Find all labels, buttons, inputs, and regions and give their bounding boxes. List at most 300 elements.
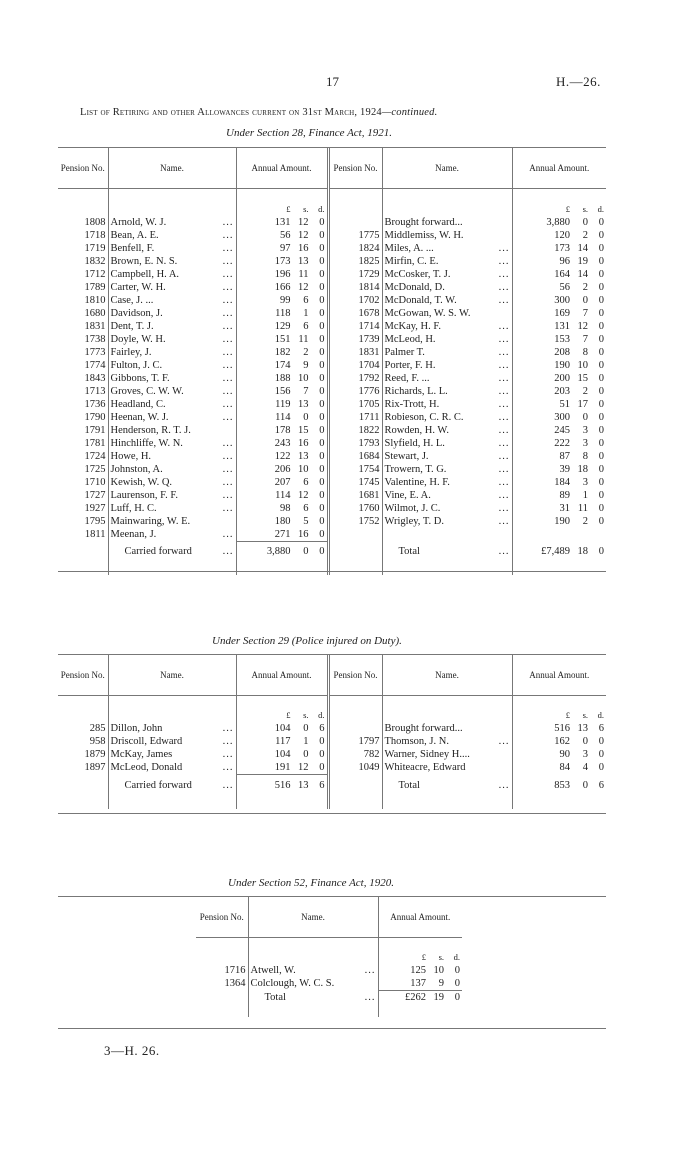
pence: 6	[319, 779, 325, 791]
pensioner-name: Brought forward...	[384, 216, 463, 228]
spacer-row	[58, 189, 606, 203]
table-row	[58, 385, 606, 398]
leader-dots: ...	[222, 411, 234, 423]
pound-symbol: £	[286, 203, 291, 214]
pension-no-cell: 1724	[84, 450, 106, 462]
pension-no-cell: 1727	[84, 489, 106, 501]
pension-no-cell: 1832	[84, 255, 106, 267]
pounds: 516	[554, 723, 570, 734]
pension-no-cell: 1843	[84, 372, 106, 384]
name-cell	[382, 515, 512, 528]
shillings: 8	[582, 346, 588, 358]
name-cell	[108, 268, 236, 281]
amount-units	[512, 203, 606, 216]
pence: 0	[319, 528, 325, 540]
pence: 0	[598, 515, 604, 527]
section3-bottom-rule	[58, 1028, 606, 1029]
pence: 0	[319, 229, 325, 241]
name-cell	[108, 748, 236, 761]
pensioner-name: Hinchliffe, W. N.	[110, 437, 183, 449]
shillings: 0	[303, 546, 309, 558]
pensioner-name: Fulton, J. C.	[110, 359, 163, 371]
pence: 0	[319, 489, 325, 501]
leader-dots: ...	[222, 736, 234, 747]
pension-no-cell: 1927	[84, 502, 106, 514]
pensioner-name: Campbell, H. A.	[110, 268, 180, 280]
pence: 0	[598, 411, 604, 423]
pounds: 190	[554, 515, 570, 527]
amount-cell	[378, 991, 462, 1005]
name-cell	[108, 229, 236, 242]
pounds: 173	[554, 242, 570, 254]
amount-header: Annual Amount.	[236, 148, 328, 189]
pension-no-cell: 1719	[84, 242, 106, 254]
section1-bottom-rule	[58, 571, 606, 572]
pence: 0	[598, 229, 604, 241]
table-row	[58, 748, 606, 761]
pounds: 169	[554, 307, 570, 319]
pension-no-cell: 1795	[84, 515, 106, 527]
pounds: 84	[559, 762, 570, 774]
pension-no-cell: 1678	[328, 307, 382, 320]
amount-cell	[512, 476, 606, 489]
spacer-row	[196, 938, 462, 952]
name-cell	[382, 502, 512, 515]
pence: 0	[598, 736, 604, 747]
amount-cell	[512, 775, 606, 796]
shillings: 13	[298, 779, 309, 791]
section1-body	[58, 189, 606, 576]
pensioner-name: Driscoll, Edward	[110, 736, 183, 747]
amount-cell	[236, 502, 328, 515]
table-row	[58, 268, 606, 281]
pounds: 87	[559, 450, 570, 462]
amount-header: Annual Amount.	[236, 655, 328, 696]
total-label-cell	[248, 991, 378, 1005]
shillings: 0	[303, 723, 309, 734]
shillings: 18	[577, 546, 588, 557]
total-label: Total	[264, 991, 286, 1003]
leader-dots: ...	[498, 450, 510, 462]
pence: 0	[598, 385, 604, 397]
pence-symbol: d.	[453, 952, 460, 962]
pension-no-cell: 1879	[84, 749, 106, 760]
pensioner-name: Atwell, W.	[250, 965, 296, 976]
shillings: 16	[298, 437, 309, 449]
pensioner-name: McLeod, Donald	[110, 762, 183, 774]
amount-cell	[236, 411, 328, 424]
name-cell	[108, 281, 236, 294]
pensioner-name: Richards, L. L.	[384, 385, 448, 397]
name-cell	[382, 242, 512, 255]
shillings: 7	[582, 333, 588, 345]
shillings-symbol: s.	[303, 710, 309, 720]
shillings: 6	[303, 294, 309, 306]
pension-no-cell: 1713	[84, 385, 106, 397]
pension-no-cell: 1714	[328, 320, 382, 333]
shillings: 19	[433, 992, 444, 1003]
pensioner-name: Palmer T.	[384, 346, 425, 358]
name-cell	[108, 450, 236, 463]
pension-no-cell: 1049	[328, 761, 382, 775]
spacer-row	[58, 562, 606, 575]
shillings: 0	[582, 736, 588, 747]
pension-no-cell: 1822	[328, 424, 382, 437]
pounds: 188	[274, 372, 291, 384]
pounds: 114	[275, 411, 291, 423]
page-title	[80, 107, 437, 118]
shillings: 2	[303, 346, 309, 358]
pounds: 300	[554, 411, 570, 423]
pence: 0	[598, 268, 604, 280]
table-row	[58, 359, 606, 372]
name-cell	[382, 463, 512, 476]
pounds: 300	[554, 294, 570, 306]
table-row	[58, 722, 606, 735]
total-label: Total	[398, 546, 420, 557]
amount-cell	[236, 242, 328, 255]
pence: 0	[319, 359, 325, 371]
pension-no-cell: 1704	[328, 359, 382, 372]
table-row	[58, 346, 606, 359]
pounds: 222	[554, 437, 570, 449]
pounds: 118	[275, 307, 291, 319]
pensioner-name: Bean, A. E.	[110, 229, 159, 241]
leader-dots: ...	[498, 546, 510, 557]
pounds: 180	[274, 515, 291, 527]
leader-dots: ...	[498, 515, 510, 527]
pensioner-name: Whiteacre, Edward	[384, 762, 466, 774]
pension-no-cell: 1774	[84, 359, 106, 371]
name-cell	[382, 385, 512, 398]
pensioner-name: McKay, James	[110, 749, 173, 760]
pence: 0	[598, 216, 604, 228]
amount-cell	[236, 281, 328, 294]
pounds: 104	[274, 749, 291, 760]
table-row	[58, 216, 606, 229]
pence: 0	[319, 333, 325, 345]
name-cell	[382, 229, 512, 242]
pence: 0	[598, 762, 604, 774]
pence: 0	[598, 450, 604, 462]
pence: 0	[598, 346, 604, 358]
pounds: 151	[274, 333, 291, 345]
amount-cell	[236, 748, 328, 761]
pensioner-name: Thomson, J. N.	[384, 736, 449, 747]
name-cell	[382, 346, 512, 359]
name-cell	[382, 320, 512, 333]
amount-cell	[512, 411, 606, 424]
pension-no-cell: 1739	[328, 333, 382, 346]
name-cell	[108, 333, 236, 346]
pounds: 89	[559, 489, 570, 501]
pence: 0	[319, 372, 325, 384]
pence: 0	[598, 502, 604, 514]
shillings: 13	[298, 450, 309, 462]
shillings: 9	[303, 359, 309, 371]
shillings: 3	[582, 437, 588, 449]
shillings: 7	[303, 385, 309, 397]
leader-dots: ...	[222, 762, 234, 774]
pounds: £7,489	[541, 546, 570, 557]
amount-cell	[512, 748, 606, 761]
name-cell	[108, 735, 236, 748]
leader-dots: ...	[498, 242, 510, 254]
pension-no-cell	[328, 216, 382, 229]
table-row	[58, 398, 606, 411]
section1-table	[58, 148, 606, 575]
pence: 6	[598, 723, 604, 734]
pence: 0	[319, 255, 325, 267]
shillings-symbol: s.	[582, 710, 588, 720]
pension-no-cell: 1773	[84, 346, 106, 358]
shillings: 12	[298, 229, 309, 241]
shillings: 3	[582, 476, 588, 488]
leader-dots: ...	[222, 216, 234, 228]
name-cell	[108, 372, 236, 385]
pence: 0	[319, 515, 325, 527]
pensioner-name: Groves, C. W. W.	[110, 385, 184, 397]
pension-no-cell: 1792	[328, 372, 382, 385]
pension-no-cell: 1797	[328, 735, 382, 748]
pence: 0	[598, 546, 604, 557]
name-header: Name.	[108, 655, 236, 696]
pence: 0	[454, 965, 460, 976]
pensioner-name: McCosker, T. J.	[384, 268, 451, 280]
pension-no-cell: 1831	[84, 320, 106, 332]
name-header: Name.	[108, 148, 236, 189]
section2-body	[58, 696, 606, 809]
pence: 0	[319, 437, 325, 449]
total-label-cell	[108, 541, 236, 562]
name-cell	[382, 722, 512, 735]
pounds: 207	[274, 476, 291, 488]
name-cell	[108, 359, 236, 372]
leader-dots: ...	[498, 359, 510, 371]
name-cell	[382, 255, 512, 268]
leader-dots: ...	[222, 333, 234, 345]
amount-cell	[236, 489, 328, 502]
page-number: 17	[326, 74, 339, 89]
pension-no-cell: 1897	[84, 762, 106, 774]
amount-cell	[512, 385, 606, 398]
amount-cell	[512, 424, 606, 437]
name-cell	[108, 489, 236, 502]
pounds: 245	[554, 424, 570, 436]
pence: 0	[598, 333, 604, 345]
pension-no-cell: 1716	[224, 965, 246, 976]
pounds: 90	[559, 749, 570, 760]
table-row	[58, 476, 606, 489]
spacer-row	[196, 1004, 462, 1017]
pensioner-name: Brought forward...	[384, 723, 463, 734]
pence: 0	[598, 242, 604, 254]
amount-cell	[512, 359, 606, 372]
table-row	[58, 372, 606, 385]
amount-cell	[512, 333, 606, 346]
pounds: 190	[554, 359, 570, 371]
pensioner-name: Carter, W. H.	[110, 281, 166, 293]
shillings: 6	[303, 502, 309, 514]
leader-dots: ...	[222, 463, 234, 475]
shillings: 1	[582, 489, 588, 501]
pension-no-cell: 1831	[328, 346, 382, 359]
shillings-symbol: s.	[582, 203, 588, 214]
amount-units	[236, 203, 328, 216]
shillings: 19	[577, 255, 588, 267]
document-code: H.—26.	[556, 74, 601, 89]
shillings: 0	[582, 216, 588, 228]
pounds: 164	[554, 268, 570, 280]
amount-cell	[512, 463, 606, 476]
pence: 0	[598, 372, 604, 384]
table-row	[58, 424, 606, 437]
pensioner-name: Johnston, A.	[110, 463, 163, 475]
leader-dots: ...	[498, 294, 510, 306]
pensioner-name: Gibbons, T. F.	[110, 372, 170, 384]
amount-header: Annual Amount.	[378, 897, 462, 938]
table-row	[196, 964, 462, 977]
units-row	[196, 951, 462, 964]
pounds: 125	[410, 965, 426, 976]
table-row	[58, 320, 606, 333]
pound-symbol: £	[565, 710, 570, 720]
total-row	[58, 775, 606, 796]
pence: 0	[319, 320, 325, 332]
pensioner-name: Dent, T. J.	[110, 320, 154, 332]
pence: 0	[319, 398, 325, 410]
amount-units	[512, 709, 606, 722]
pound-symbol: £	[286, 710, 291, 720]
pounds: 97	[280, 242, 291, 254]
leader-dots: ...	[222, 437, 234, 449]
pounds: 39	[559, 463, 570, 475]
pounds: 137	[410, 978, 426, 989]
pension-no-cell: 1364	[224, 978, 246, 990]
pence: 0	[319, 242, 325, 254]
pence: 0	[319, 546, 325, 558]
shillings: 6	[303, 320, 309, 332]
shillings: 6	[303, 476, 309, 488]
pension-no-cell: 1791	[84, 424, 106, 436]
pence: 0	[598, 489, 604, 501]
pence: 0	[319, 268, 325, 280]
name-cell	[248, 977, 378, 991]
pension-no-cell: 1725	[84, 463, 106, 475]
table-row	[58, 463, 606, 476]
amount-units	[378, 951, 462, 964]
pounds: 166	[274, 281, 291, 293]
pension-no-cell: 1680	[84, 307, 106, 319]
pension-no-cell: 1712	[84, 268, 106, 280]
pension-no-cell: 1729	[328, 268, 382, 281]
section2-table	[58, 655, 606, 809]
pension-no-cell: 1711	[328, 411, 382, 424]
name-cell	[382, 294, 512, 307]
table-row	[58, 333, 606, 346]
pounds: 174	[274, 359, 291, 371]
amount-cell	[236, 385, 328, 398]
leader-dots: ...	[498, 268, 510, 280]
pensioner-name: Porter, F. H.	[384, 359, 436, 371]
section3-body	[196, 938, 462, 1018]
pounds: 196	[274, 268, 291, 280]
pence: 0	[598, 307, 604, 319]
pounds: 51	[559, 398, 570, 410]
pension-no-cell: 1811	[84, 528, 106, 540]
pence: 0	[598, 463, 604, 475]
table-row	[58, 502, 606, 515]
section2-bottom-rule	[58, 813, 606, 814]
name-cell	[382, 333, 512, 346]
leader-dots: ...	[222, 398, 234, 410]
name-cell	[382, 489, 512, 502]
pounds: 243	[274, 437, 291, 449]
name-cell	[108, 424, 236, 437]
pension-no-cell: 1814	[328, 281, 382, 294]
amount-cell	[512, 502, 606, 515]
pensioner-name: Valentine, H. F.	[384, 476, 450, 488]
table-row	[58, 735, 606, 748]
amount-cell	[512, 437, 606, 450]
shillings: 12	[577, 320, 588, 332]
amount-cell	[236, 255, 328, 268]
pence: 0	[598, 320, 604, 332]
leader-dots: ...	[498, 424, 510, 436]
leader-dots: ...	[498, 255, 510, 267]
amount-cell	[512, 722, 606, 735]
pensioner-name: Henderson, R. T. J.	[110, 424, 191, 436]
name-cell	[248, 964, 378, 977]
total-label-cell	[382, 775, 512, 796]
pensioner-name: Heenan, W. J.	[110, 411, 169, 423]
shillings: 12	[298, 762, 309, 773]
amount-cell	[512, 294, 606, 307]
pensioner-name: Fairley, J.	[110, 346, 152, 358]
pensioner-name: McLeod, H.	[384, 333, 436, 345]
pension-no-cell: 1760	[328, 502, 382, 515]
pounds: 98	[280, 502, 291, 514]
pensioner-name: Case, J. ...	[110, 294, 154, 306]
leader-dots: ...	[498, 502, 510, 514]
pension-no-header: Pension No.	[328, 148, 382, 189]
units-row	[58, 203, 606, 216]
pounds: 184	[554, 476, 570, 488]
leader-dots: ...	[498, 437, 510, 449]
name-cell	[108, 307, 236, 320]
amount-cell	[236, 722, 328, 735]
table-row	[58, 761, 606, 775]
leader-dots: ...	[222, 281, 234, 293]
pence: 0	[598, 749, 604, 760]
shillings: 13	[298, 398, 309, 410]
leader-dots: ...	[498, 333, 510, 345]
name-cell	[108, 437, 236, 450]
pounds: 200	[554, 372, 570, 384]
amount-cell	[512, 761, 606, 775]
name-cell	[382, 476, 512, 489]
pensioner-name: Middlemiss, W. H.	[384, 229, 464, 241]
shillings: 13	[298, 255, 309, 267]
name-cell	[108, 476, 236, 489]
pension-no-cell: 782	[328, 748, 382, 761]
amount-cell	[512, 735, 606, 748]
pence: 0	[319, 476, 325, 488]
pensioner-name: Benfell, F.	[110, 242, 155, 254]
total-label-cell	[108, 775, 236, 796]
pounds: 191	[274, 762, 291, 773]
amount-cell	[236, 268, 328, 281]
